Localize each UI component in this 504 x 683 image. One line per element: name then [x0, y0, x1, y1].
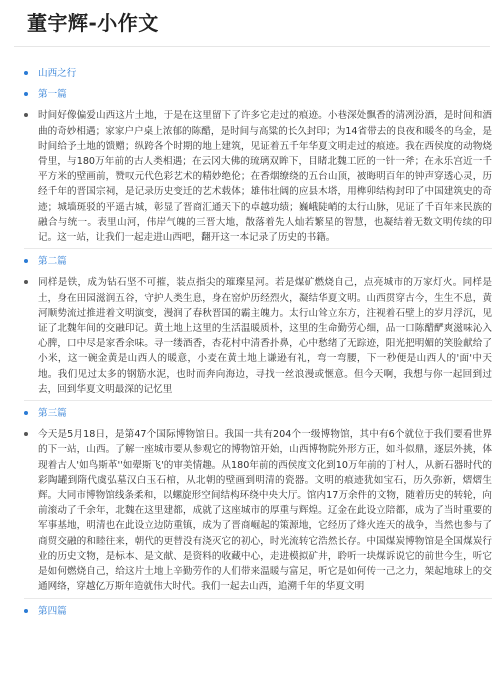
- article-heading: 山西之行: [24, 66, 492, 81]
- page-title: 董宇辉-小作文: [27, 11, 159, 35]
- section-paragraph-3: 今天是5月18日，是第47个国际博物馆日。我国一共有204个一级博物馆，其中有6个就位于我们要看世界的下一站，山西。了解一座城市要从参观它的博物馆开始，山西博物院外形方正，如斗似鼎，逐层外挑，体现着古人'如鸟斯革''如翚斯飞'的审美情趣。从180年前的西侯度文化到10万年前的丁村人，从新石器时代的彩陶罐到隋代虞弘墓汉白玉石棺，从北朝的壁画到明清的瓷器。文明的痕迹犹如宝石，历久弥新，熠熠生辉。大同市博物馆线条柔和，以螺旋形空间结构环绕中央大厅。馆内17万余件的文物，随着历史的转轮，向前滚动了千余年，北魏在这里建都，成就了这座城市的厚重与辉煌。辽金在此设立陪都，成为了当时重要的军事基地，明清也在此设立边防重镇，成为了晋商崛起的策源地，它经历了烽火连天的战争，当然也参与了商贸交融的和睦往来，朝代的更替没有浇灭它的初心，时光流转它浩然长存。中国煤炭博物馆是全国煤炭行业的历史文物，是标本、是文献、是资料的收藏中心，走进模拟矿井，聆听一块煤诉说它的前世今生，听它是如何燃烧自己，给这片土地上辛勤劳作的人们带来温暖与富足，听它是如何传一己之力，架起地球上的交通网络，穿越亿万斯年造就伟大时代。我们一起去山西，追溯千年的华夏文明: [24, 427, 492, 594]
- section-heading-2: 第二篇: [24, 254, 492, 269]
- section-heading-3: 第三篇: [24, 406, 492, 421]
- section-paragraph-1: 时间好像偏爱山西这片土地，于是在这里留下了许多它走过的痕迹。小巷深处飘香的清冽汾酒，是时间和酒曲的奇妙相遇；家家户户桌上浓郁的陈醋，是时间与高粱的长久封印；为14省带去的良夜和暖冬的乌金，是时间给予土地的馈赠；纵跨各个时期的地上建筑，见证着五千年华夏文明走过的痕迹。我在西侯度的动物烧骨里，与180万年前的古人类相遇；在云冈大佛的琉璃双眸下，目睹北魏工匠的一针一斧；在永乐宫近一千平方米的壁画前，赞叹元代色彩艺术的精妙绝伦；在香烟缭绕的五台山顶，被晦明百年的钟声穿透心灵，历经千年的晋国宗祠，是记录历史变迁的艺术载体；雄伟壮阔的应县木塔，用榫卯结构封印了中国建筑史的奇迹；城墙斑驳的平遥古城，彰显了晋商汇通天下的卓越功绩；巍峨陡峭的太行山脉，见证了千百年来民族的融合与统一。表里山河，伟岸气魄的三晋大地，散落着先人灿若繁星的智慧，也凝结着无数文明传续的印记。这一站，让我们一起走进山西吧，翻开这一本记录了历史的书籍。: [24, 108, 492, 245]
- section-heading-1: 第一篇: [24, 87, 492, 102]
- section-divider: [24, 248, 492, 249]
- section-paragraph-2: 同样是铁，成为钻石坚不可摧，装点指尖的璀璨星河。若是煤矿燃烧自己，点亮城市的万家灯火。同样是土，身在田园滋润五谷，守护人类生息，身在窑炉历经烈火，凝结华夏文明。山西贯穿古今，生生不息，黄河顺势流过推进着文明演变，漫润了春秋晋国的霸主魄力。太行山耸立东方，注视着石壁上的岁月浮沉，见证了北魏年间的交融印记。黄土地上这里的生活温暖质朴，这里的生命勤劳心细，品一口陈醋酽爽滋味沁入心脾，口中尽是家香余味。寻一缕酒香，杏花村中清香扑鼻，心中愁绪了无踪迹，阳光把明媚的笑脸献给了小米，这一碗金黄是山西人的暖意，小麦在黄土地上谦逊有礼，弯一弯腰，下一秒便是山西人的'面'中天地。我们见过太多的钢筋水泥，也时而奔向海边，寻找一丝浪漫或惬意。但今天啊，我想与你一起回到过去，回到华夏文明最深的记忆里: [24, 275, 492, 397]
- article-content: [24, 66, 492, 625]
- section-heading-4: 第四篇: [24, 604, 492, 619]
- section-divider: [24, 598, 492, 599]
- title-divider: [14, 46, 490, 47]
- section-divider: [24, 400, 492, 401]
